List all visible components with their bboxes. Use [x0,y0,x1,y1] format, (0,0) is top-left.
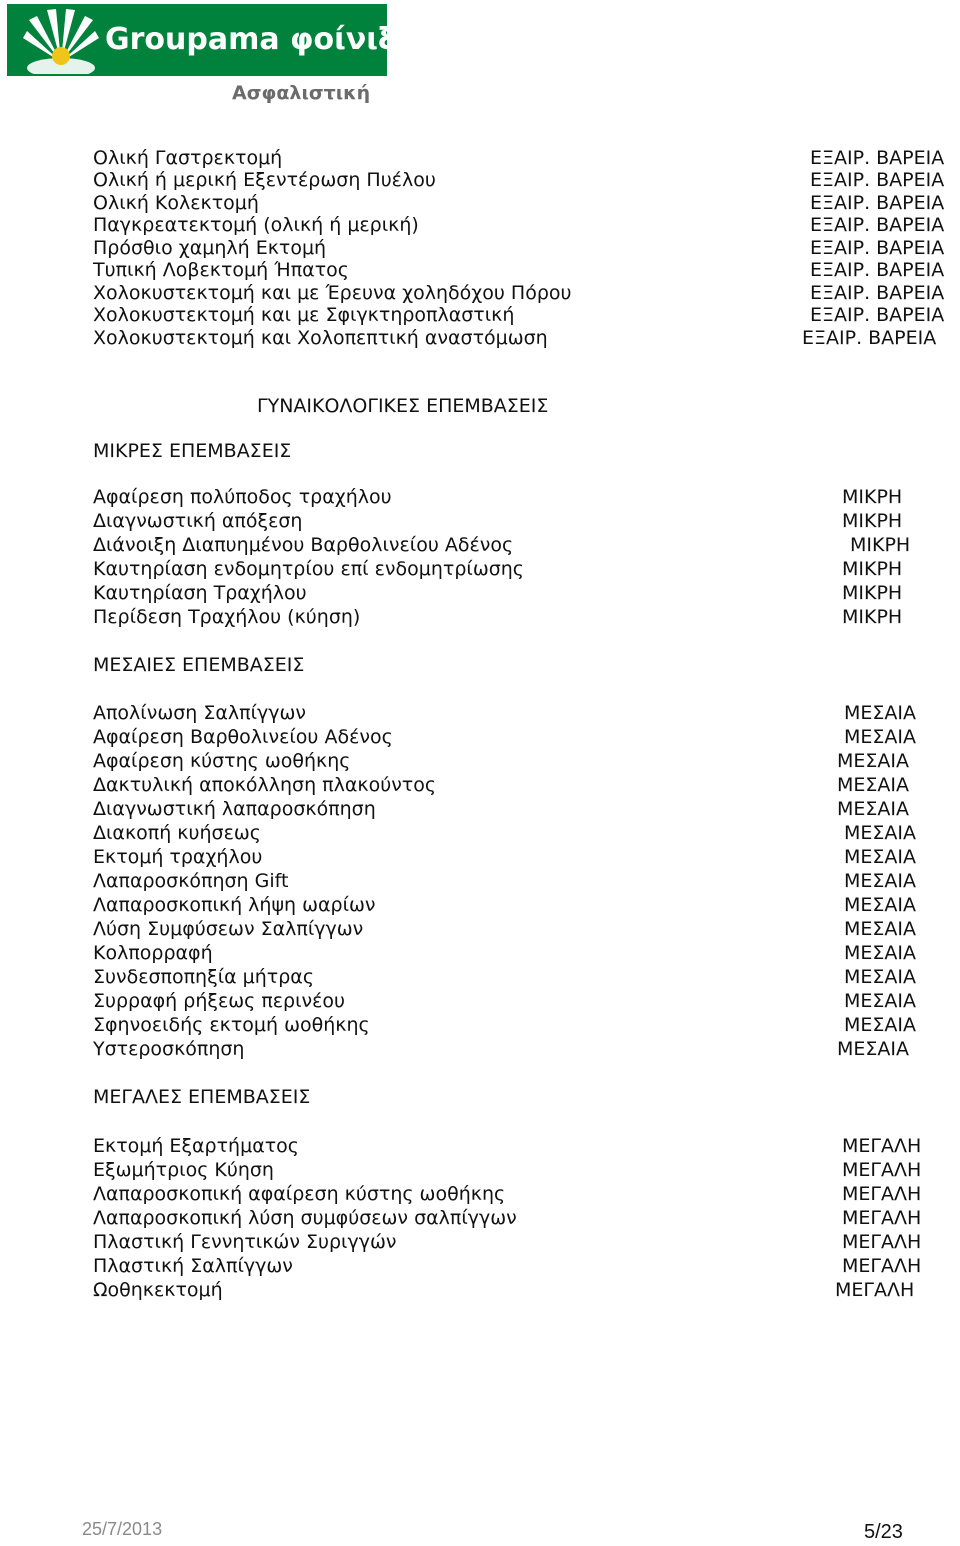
procedure-name: Διακοπή κυήσεως [93,822,261,844]
procedure-category: ΕΞΑΙΡ. ΒΑΡΕΙΑ [810,147,945,169]
procedure-name: Πρόσθιο χαμηλή Εκτομή [93,237,327,259]
subsection-heading-medium: ΜΕΣΑΙΕΣ ΕΠΕΜΒΑΣΕΙΣ [93,654,305,676]
procedure-name: Υστεροσκόπηση [93,1038,245,1060]
procedure-name: Λαπαροσκόπηση Gift [93,870,289,892]
procedure-name: Πλαστική Γεννητικών Συριγγών [93,1231,397,1253]
procedure-name: Πλαστική Σαλπίγγων [93,1255,293,1277]
procedure-name: Λύση Συμφύσεων Σαλπίγγων [93,918,364,940]
procedure-name: Αφαίρεση πολύποδος τραχήλου [93,486,392,508]
procedure-category: ΜΙΚΡΗ [842,606,903,628]
procedure-name: Εκτομή Εξαρτήματος [93,1135,299,1157]
procedure-category: ΜΕΣΑΙΑ [844,870,917,892]
procedure-name: Αφαίρεση κύστης ωοθήκης [93,750,351,772]
procedure-name: Συνδεσποπηξία μήτρας [93,966,314,988]
procedure-category: ΜΕΓΑΛΗ [842,1183,922,1205]
procedure-category: ΜΕΣΑΙΑ [844,1014,917,1036]
procedure-name: Χολοκυστεκτομή και με Σφιγκτηροπλαστική [93,304,515,326]
procedure-name: Λαπαροσκοπική αφαίρεση κύστης ωοθήκης [93,1183,506,1205]
procedure-category: ΜΕΓΑΛΗ [842,1255,922,1277]
procedure-name: Λαπαροσκοπική λύση συμφύσεων σαλπίγγων [93,1207,517,1229]
procedure-name: Εκτομή τραχήλου [93,846,263,868]
procedure-name: Συρραφή ρήξεως περινέου [93,990,346,1012]
procedure-name: Κολπορραφή [93,942,213,964]
procedure-name: Ολική Κολεκτομή [93,192,259,214]
procedure-category: ΜΕΓΑΛΗ [842,1207,922,1229]
procedure-name: Τυπική Λοβεκτομή Ήπατος [93,259,349,281]
procedure-name: Περίδεση Τραχήλου (κύηση) [93,606,361,628]
procedure-category: ΜΕΣΑΙΑ [844,702,917,724]
procedure-category: ΜΙΚΡΗ [850,534,911,556]
subsection-heading-large: ΜΕΓΑΛΕΣ ΕΠΕΜΒΑΣΕΙΣ [93,1086,311,1108]
procedure-category: ΜΕΣΑΙΑ [844,846,917,868]
procedure-category: ΜΕΣΑΙΑ [844,726,917,748]
sun-rays-icon [21,6,101,74]
procedure-name: Διαγνωστική απόξεση [93,510,303,532]
procedure-category: ΜΙΚΡΗ [842,486,903,508]
procedure-category: ΜΕΓΑΛΗ [842,1159,922,1181]
procedure-name: Καυτηρίαση Τραχήλου [93,582,307,604]
procedure-category: ΕΞΑΙΡ. ΒΑΡΕΙΑ [802,327,937,349]
logo-banner [7,4,396,76]
procedure-category: ΜΙΚΡΗ [842,558,903,580]
footer-page-number: 5/23 [864,1521,903,1543]
procedure-name: Χολοκυστεκτομή και με Έρευνα χοληδόχου Πόρου [93,282,572,304]
procedure-name: Σφηνοειδής εκτομή ωοθήκης [93,1014,370,1036]
procedure-category: ΕΞΑΙΡ. ΒΑΡΕΙΑ [810,259,945,281]
procedure-category: ΕΞΑΙΡ. ΒΑΡΕΙΑ [810,304,945,326]
procedure-category: ΜΕΓΑΛΗ [842,1231,922,1253]
procedure-name: Διάνοιξη Διαπυημένου Βαρθολινείου Αδένος [93,534,514,556]
subsection-heading-small: ΜΙΚΡΕΣ ΕΠΕΜΒΑΣΕΙΣ [93,440,292,462]
footer-date: 25/7/2013 [82,1519,163,1539]
procedure-name: Παγκρεατεκτομή (ολική ή μερική) [93,214,419,236]
procedure-name: Εξωμήτριος Κύηση [93,1159,274,1181]
procedure-category: ΜΙΚΡΗ [842,510,903,532]
procedure-category: ΜΕΣΑΙΑ [844,966,917,988]
procedure-name: Καυτηρίαση ενδομητρίου επί ενδομητρίωσης [93,558,524,580]
procedure-name: Διαγνωστική λαπαροσκόπηση [93,798,376,820]
procedure-category: ΕΞΑΙΡ. ΒΑΡΕΙΑ [810,192,945,214]
procedure-category: ΜΕΣΑΙΑ [844,942,917,964]
procedure-category: ΜΕΣΑΙΑ [844,894,917,916]
procedure-name: Ολική ή μερική Εξεντέρωση Πυέλου [93,169,436,191]
procedure-name: Δακτυλική αποκόλληση πλακούντος [93,774,437,796]
procedure-name: Ολική Γαστρεκτομή [93,147,283,169]
logo-brand-text: Groupama φοίνιξ [105,22,396,57]
procedure-category: ΕΞΑΙΡ. ΒΑΡΕΙΑ [810,237,945,259]
procedure-category: ΜΕΣΑΙΑ [837,1038,910,1060]
procedure-name: Λαπαροσκοπική λήψη ωαρίων [93,894,376,916]
procedure-name: Απολίνωση Σαλπίγγων [93,702,307,724]
procedure-name: Χολοκυστεκτομή και Χολοπεπτική αναστόμωση [93,327,548,349]
section-title: ΓΥΝΑΙΚΟΛΟΓΙΚΕΣ ΕΠΕΜΒΑΣΕΙΣ [257,395,549,417]
procedure-name: Ωοθηκεκτομή [93,1279,223,1301]
procedure-category: ΜΕΣΑΙΑ [837,750,910,772]
procedure-category: ΜΕΣΑΙΑ [837,798,910,820]
procedure-category: ΜΕΓΑΛΗ [842,1135,922,1157]
procedure-category: ΜΕΣΑΙΑ [844,918,917,940]
procedure-category: ΜΕΣΑΙΑ [844,822,917,844]
procedure-category: ΜΕΣΑΙΑ [844,990,917,1012]
procedure-category: ΕΞΑΙΡ. ΒΑΡΕΙΑ [810,169,945,191]
procedure-category: ΕΞΑΙΡ. ΒΑΡΕΙΑ [810,214,945,236]
procedure-name: Αφαίρεση Βαρθολινείου Αδένος [93,726,393,748]
procedure-category: ΜΕΓΑΛΗ [835,1279,915,1301]
logo-subtitle: Ασφαλιστική [232,82,371,104]
procedure-category: ΜΙΚΡΗ [842,582,903,604]
procedure-category: ΜΕΣΑΙΑ [837,774,910,796]
groupama-logo [7,4,396,108]
procedure-category: ΕΞΑΙΡ. ΒΑΡΕΙΑ [810,282,945,304]
